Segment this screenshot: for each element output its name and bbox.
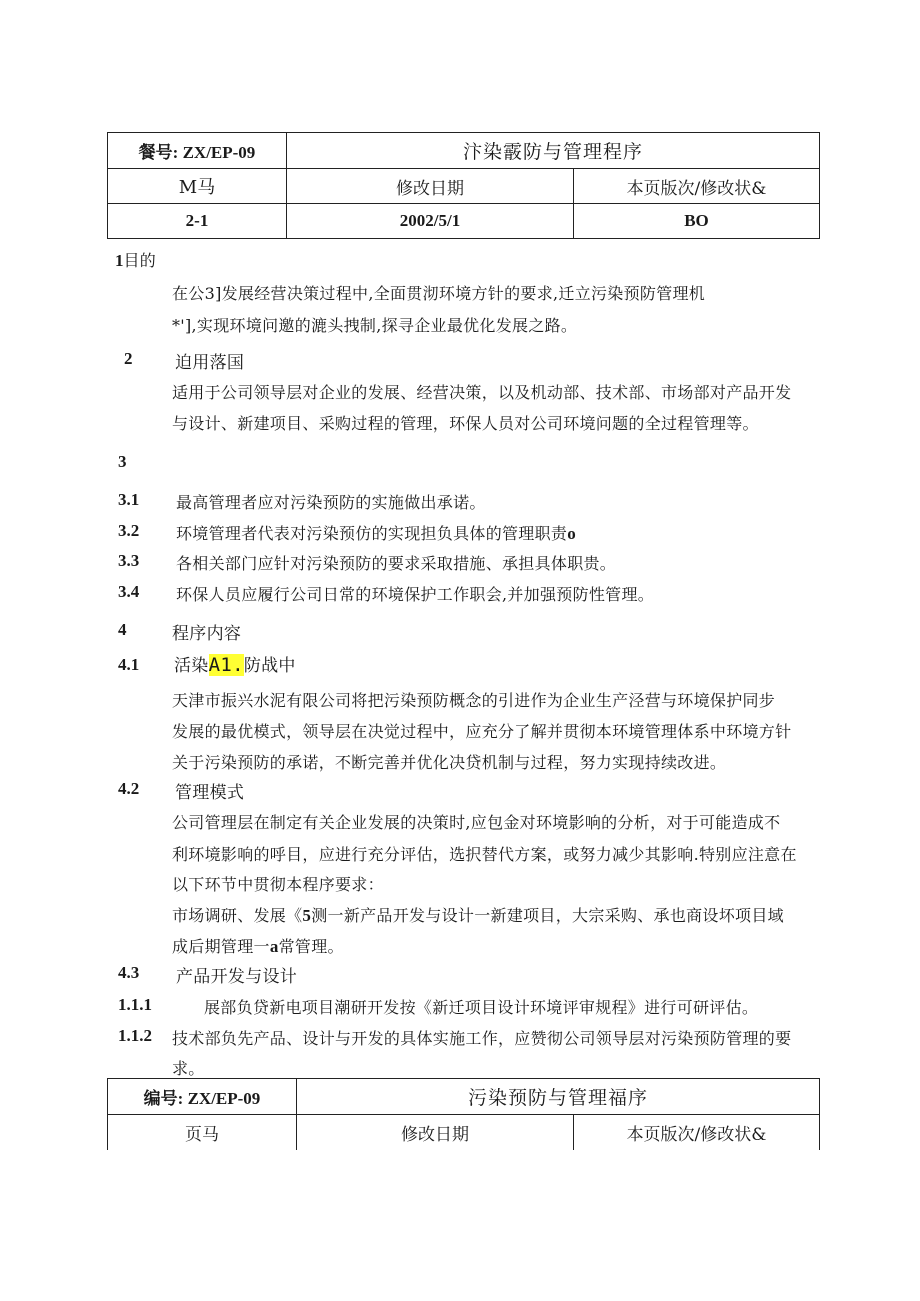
highlighted-text: A1. (208, 654, 244, 676)
section-title: 目的 (123, 251, 157, 270)
title-suffix: 防战中 (243, 656, 296, 676)
date-column-header: 修改日期 (287, 169, 574, 204)
section-number: 4 (118, 620, 127, 639)
section-number: 1 (115, 251, 124, 270)
line-part: 常管理。 (278, 937, 344, 956)
section-number: 3 (118, 452, 127, 471)
date-value: 2002/5/1 (287, 204, 574, 239)
paragraph-line (172, 934, 344, 957)
paragraph-line: 天津市振兴水泥有限公司将把污染预防概念的引进作为企业生产泾营与环境保护同步 (172, 691, 776, 710)
version-column-header: 本页版次/修改状& (574, 1115, 820, 1150)
section-title: 程序内容 (172, 624, 242, 644)
item-number: 1.1.2 (118, 1026, 152, 1045)
title-prefix: 活染 (174, 656, 209, 676)
paragraph-line: 在公3]发展经营决策过程中,全面贯沏环境方针的要求,迁立污染预防管理机 (172, 284, 706, 303)
subsection-number: 4.1 (118, 655, 140, 674)
page-value: 2-1 (108, 204, 287, 239)
subsection-title (174, 651, 296, 676)
paragraph-line: 适用于公司领导层对企业的发展、经营决策，以及机动部、技术部、市场部对产品开发 (172, 383, 792, 402)
line-part: a (269, 937, 279, 956)
section-number: 2 (124, 349, 133, 368)
item-number: 3.1 (118, 490, 140, 509)
section-title: 迫用落国 (175, 353, 245, 373)
section-1-heading (115, 248, 156, 271)
version-column-header: 本页版次/修改状& (574, 169, 820, 204)
paragraph-line: 以下环节中贯彻本程序要求： (172, 875, 384, 894)
line-part: 测一新产品开发与设计一新建项目，大宗采购、承也商设坏项目域 (311, 906, 784, 925)
line-part: 市场调研、发展《 (172, 906, 303, 925)
document-title: 汴染霰防与管理程序 (287, 133, 820, 169)
paragraph-line: 公司管理层在制定有关企业发展的决策时,应包金对环境影响的分析，对于可能造成不 (172, 813, 781, 832)
item-number: 3.3 (118, 551, 140, 570)
item-text (176, 521, 576, 544)
item-text-main: 环境管理者代表对污染预仿的实现担负具体的管理职责 (176, 524, 568, 543)
item-text-tail: o (567, 524, 577, 543)
item-text: 各相关部门应针对污染预防的要求采取措施、承担具体职贵。 (176, 554, 617, 573)
subsection-number: 4.3 (118, 963, 140, 982)
document-code: 餐号: ZX/EP-09 (108, 133, 287, 169)
item-text: 展部负贷新电项目潮研开发按《新迁项目设计环境评审规程》进行可研评估。 (204, 998, 759, 1017)
line-part: 成后期管理一 (172, 937, 270, 956)
header-table-repeat (107, 1078, 820, 1150)
item-text: 技术部负先产品、设计与开发的具体实施工作，应赞彻公司领导层对污染预防管理的要 (172, 1029, 792, 1048)
subsection-number: 4.2 (118, 779, 140, 798)
subsection-title: 产品开发与设计 (176, 967, 298, 987)
page-column-header: 页马 (108, 1115, 297, 1150)
version-value: BO (574, 204, 820, 239)
page-column-header: M马 (108, 169, 287, 204)
paragraph-line: *'],实现环境问邀的漉头拽制,探寻企业最优化发展之路。 (172, 316, 578, 335)
item-number: 3.2 (118, 521, 140, 540)
paragraph-line: 利环境影响的呼目，应进行充分评估，选択替代方案，或努力减少其影响.特别应注意在 (172, 845, 797, 864)
paragraph-line (172, 903, 784, 926)
item-text: 最高管理者应对污染预防的实施做出承诺。 (176, 493, 486, 512)
item-number: 1.1.1 (118, 995, 152, 1014)
item-number: 3.4 (118, 582, 140, 601)
document-code: 编号: ZX/EP-09 (108, 1079, 297, 1115)
item-text: 求。 (172, 1059, 205, 1078)
paragraph-line: 发展的最优模式，领导层在决觉过程中，应充分了解并贯彻本环境管理体系中环境方针 (172, 722, 792, 741)
paragraph-line: 关于污染预防的承诺，不断完善并优化决贷机制与过程，努力实现持续改进。 (172, 753, 727, 772)
header-table (107, 132, 820, 239)
line-part: 5 (302, 906, 312, 925)
subsection-title: 管理模式 (175, 783, 245, 803)
paragraph-line: 与设计、新建项目、采购过程的管理，环保人员对公司环境问题的全过程管理等。 (172, 414, 759, 433)
date-column-header: 修改日期 (297, 1115, 574, 1150)
document-title: 污染预防与管理福序 (297, 1079, 820, 1115)
item-text: 环保人员应履行公司日常的环境保护工作职会,并加强预防性管理。 (176, 585, 655, 604)
